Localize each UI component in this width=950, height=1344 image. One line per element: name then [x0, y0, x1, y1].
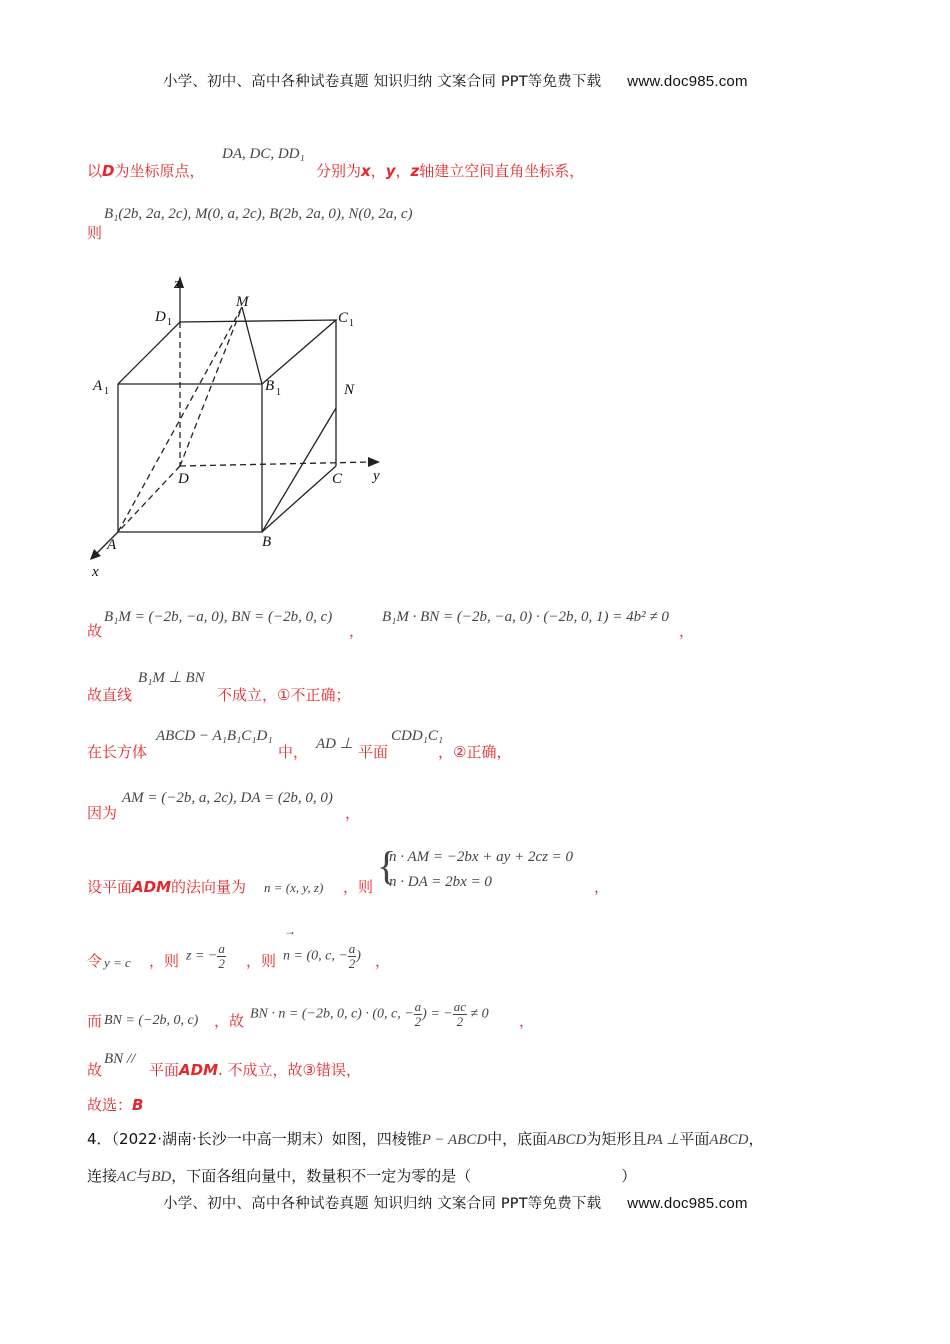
- label-c: C: [332, 471, 343, 487]
- line7: 设平面ADM的法向量为: [87, 878, 247, 896]
- label-d1: D: [155, 309, 166, 325]
- footer-text: 小学、初中、高中各种试卷真题 知识归纳 文案合同 PPT等免费下载: [163, 1196, 602, 1212]
- conclusion-1: 不成立，①不正确；: [217, 686, 351, 704]
- system-eq-2: n · DA = 2bx = 0: [389, 874, 492, 890]
- label-a1: A: [93, 378, 103, 394]
- line-coordinate-system: 以D为坐标原点，: [87, 162, 205, 180]
- coordinates-math: B₁(2b, 2a, 2c), M(0, a, 2c), B(2b, 2a, 0), N(0, 2a, c): [104, 206, 413, 222]
- arrow-y: [368, 457, 380, 467]
- axis-y-dashed: [180, 462, 372, 466]
- line4-prefix: 故直线: [87, 686, 133, 704]
- answer-line: 故选：B: [87, 1096, 144, 1114]
- axes-math: DA, DC, DD₁: [222, 146, 305, 162]
- system-eq-1: n · AM = −2bx + ay + 2cz = 0: [389, 849, 574, 865]
- label-z: z: [174, 276, 180, 292]
- edge-bn: [262, 408, 336, 532]
- line-coordinates-label: 则: [87, 224, 103, 242]
- label-b: B: [262, 534, 272, 550]
- edge-mb1: [242, 307, 262, 384]
- page-header: [163, 70, 748, 91]
- label-x: x: [92, 564, 99, 580]
- svg-text:1: 1: [349, 318, 354, 329]
- header-text: 小学、初中、高中各种试卷真题 知识归纳 文案合同 PPT等免费下载: [163, 74, 602, 90]
- label-m: M: [236, 294, 249, 310]
- svg-text:1: 1: [276, 387, 281, 398]
- cuboid-figure: [80, 270, 400, 582]
- label-a: A: [107, 537, 117, 553]
- svg-text:1: 1: [104, 386, 109, 397]
- label-c1: C: [338, 310, 349, 326]
- edge-am: [118, 307, 242, 532]
- label-y: y: [373, 468, 380, 484]
- perp-math: B₁M ⊥ BN: [138, 670, 205, 686]
- n-vector-math: n = (0, c, − $\frac{a}{2}$ ): [283, 941, 361, 971]
- svg-text:1: 1: [167, 317, 172, 328]
- label-d: D: [178, 471, 189, 487]
- label-b1: B: [265, 378, 275, 394]
- z-value-math: z = − $\frac{a}{2}$: [186, 941, 225, 971]
- front-face: [118, 384, 262, 532]
- header-url[interactable]: www.doc985.com: [627, 73, 748, 90]
- label-n: N: [344, 382, 355, 398]
- line3-prefix: 故: [87, 622, 103, 640]
- dot-product-math: B₁M · BN = (−2b, −a, 0) · (−2b, 0, 1) = 4b² ≠ 0: [382, 609, 669, 625]
- footer-url[interactable]: www.doc985.com: [627, 1195, 748, 1212]
- top-face: [118, 320, 336, 384]
- vectors-math: B₁M = (−2b, −a, 0), BN = (−2b, 0, c): [104, 609, 333, 625]
- edge-dm: [180, 307, 242, 466]
- question-4-line-1: 4．（2022·湖南·长沙一中高一期末）如图，四棱锥P − ABCD中，底面ABCD为矩形且PA ⊥平面ABCD，: [87, 1130, 764, 1148]
- edge-bc: [262, 466, 336, 532]
- conclusion-3: 平面ADM. 不成立，故③错误，: [149, 1061, 361, 1079]
- question-4-line-2: 连接AC与BD，下面各组向量中，数量积不一定为零的是（ ）: [87, 1167, 637, 1185]
- cuboid-name-math: ABCD − A₁B₁C₁D₁: [156, 728, 273, 744]
- conclusion-2: ，②正确，: [438, 743, 512, 761]
- page-footer: [163, 1192, 748, 1213]
- line-coordinate-system-cont: 分别为x，y，z轴建立空间直角坐标系，: [316, 162, 585, 180]
- am-da-math: AM = (−2b, a, 2c), DA = (2b, 0, 0): [122, 790, 333, 806]
- bn-dot-n-math: BN · n = (−2b, 0, c) · (0, c, − $\frac{a}{2}$ ) = − $\frac{ac}{2}$ ≠ 0: [250, 999, 489, 1029]
- system-brace: {: [377, 843, 397, 888]
